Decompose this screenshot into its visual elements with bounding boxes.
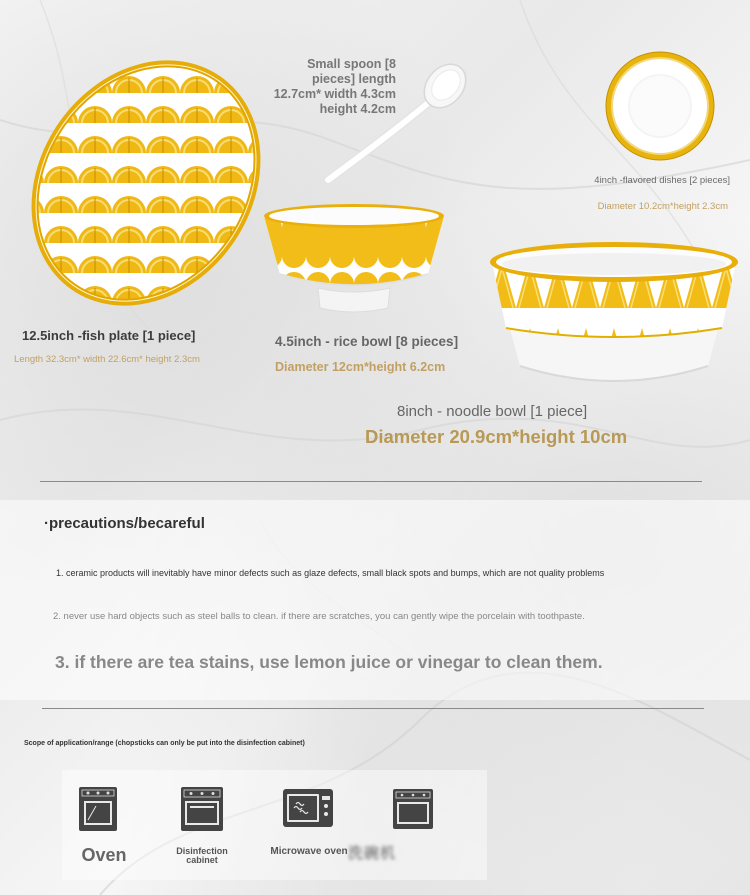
noodle-bowl-label: 8inch - noodle bowl [1 piece] (397, 403, 588, 420)
precaution-item-3: 3. if there are tea stains, use lemon juice or vinegar to clean them. (55, 652, 603, 672)
disinfection-cabinet-label: Disinfection cabinet (176, 846, 228, 865)
fish-plate-label: 12.5inch -fish plate [1 piece] (22, 328, 196, 343)
rice-bowl-label: 4.5inch - rice bowl [8 pieces] (275, 334, 459, 349)
disinfection-cabinet-icon (180, 786, 224, 832)
fish-plate-dimensions: Length 32.3cm* width 22.6cm* height 2.3cm (14, 354, 200, 365)
rice-bowl-dimensions: Diameter 12cm*height 6.2cm (275, 360, 446, 374)
section-divider-bottom (42, 708, 704, 709)
noodle-bowl-image (488, 238, 740, 396)
scope-title: Scope of application/range (chopsticks can only be put into the disinfection cabinet) (24, 740, 305, 747)
flavored-dish-image (604, 50, 716, 162)
section-divider-top (40, 481, 702, 482)
precaution-item-2: 2. never use hard objects such as steel balls to clean. if there are scratches, you can gently wipe the porcelain with toothpaste. (53, 611, 585, 622)
oven-label: Oven (81, 845, 127, 865)
dishwasher-icon (392, 788, 434, 830)
microwave-oven-label: Microwave oven (270, 846, 348, 857)
fish-plate-image (22, 48, 267, 318)
precautions-title: ·precautions/becareful (44, 515, 205, 532)
microwave-oven-icon (282, 788, 334, 828)
flavored-dish-dimensions: Diameter 10.2cm*height 2.3cm (597, 201, 728, 212)
dishwasher-blurred-label: 洗碗机 (348, 845, 397, 862)
noodle-bowl-dimensions: Diameter 20.9cm*height 10cm (365, 426, 628, 447)
rice-bowl-image (258, 200, 450, 320)
oven-icon (78, 786, 118, 832)
precaution-item-1: 1. ceramic products will inevitably have minor defects such as glaze defects, small black spots and bumps, which are not quality problems (56, 568, 605, 578)
spoon-label: Small spoon [8 pieces] length 12.7cm* width 4.3cm height 4.2cm (273, 57, 396, 116)
flavored-dish-label: 4inch -flavored dishes [2 pieces] (594, 175, 730, 186)
